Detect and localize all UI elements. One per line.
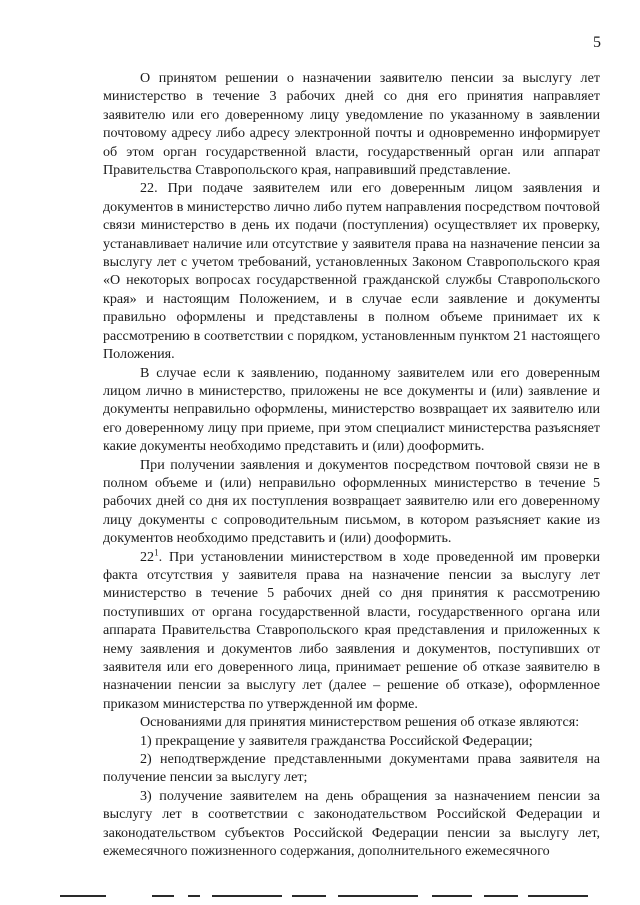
paragraph-grounds-intro: Основаниями для принятия министерством решения об отказе являются: (140, 714, 580, 731)
scan-artifact-bottom (60, 893, 600, 899)
paragraph-22-1 (103, 548, 600, 714)
list-item-2: 2) неподтверждение представленными документами права заявителя на получение пенсии за выслугу лет; (103, 751, 600, 786)
list-item-1: 1) прекращение у заявителя гражданства Российской Федерации; (140, 732, 533, 749)
paragraph-incomplete-in-person: В случае если к заявлению, поданному заявителем или его доверенным лицом лично в министерство, приложены не все документы и (или) заявление и документы неправильно оформлены, министерство возвращает их заявителю или его доверенному лицу при приеме, при этом специалист министерства разъясняет какие документы необходимо представить и (или) дооформить. (103, 364, 600, 455)
paragraph-22-1-text: . При установлении министерством в ходе проведенной им проверки факта отсутствия у заявителя права на назначение пенсии за выслугу лет министерство в течение 5 рабочих дней со дня принятия к рассмотрению поступивших от органа государственной власти, государственного органа или аппарата Правительства Ставропольского края представления и приложенных к нему заявления и документов либо заявления и документов, поступивших от заявителя или его доверенного лица, принимает решение об отказе заявителю в назначении пенсии за выслугу лет (далее – решение об отказе), оформленное приказом министерства по утвержденной им форме. (103, 548, 600, 712)
document-body (103, 69, 600, 860)
paragraph-incomplete-by-mail: При получении заявления и документов посредством почтовой связи не в полном объеме и (или) неправильно оформленных министерство в течение 5 рабочих дней со дня их поступления возвращает заявителю или его доверенному лицу документы с сопроводительным письмом, в котором разъясняет какие из документов необходимо представить и (или) дооформить. (103, 456, 600, 547)
list-item-3: 3) получение заявителем на день обращения за назначением пенсии за выслугу лет в соответствии с законодательством Российской Федерации и законодательством субъектов Российской Федерации пенсии за выслугу лет, ежемесячного пожизненного содержания, дополнительного ежемесячного (103, 787, 600, 860)
page-number: 5 (593, 34, 601, 51)
paragraph-decision-notice: О принятом решении о назначении заявителю пенсии за выслугу лет министерство в течение 3 рабочих дней со дня его принятия направляет заявителю или его доверенному лицу уведомление по указанному в заявлении почтовому адресу либо адресу электронной почты и одновременно информирует об этом орган государственной власти, государственный орган или аппарат Правительства Ставропольского края, направивший представление. (103, 70, 600, 179)
paragraph-number: 22 (140, 548, 155, 565)
paragraph-22: 22. При подаче заявителем или его доверенным лицом заявления и документов в министерство лично либо путем направления посредством почтовой связи министерство в день их подачи (поступления) осуществляет их проверку, устанавливает наличие или отсутствие у заявителя права на назначение пенсии за выслугу лет с учетом требований, установленных Законом Ставропольского края «О некоторых вопросах государственной гражданской службы Ставропольского края» и настоящим Положением, и в случае если заявление и документы правильно оформлены и представлены в полном объеме принимает их к рассмотрению в соответствии с порядком, установленным пунктом 21 настоящего Положения. (103, 180, 600, 363)
paragraph-number-superscript: 1 (154, 546, 159, 557)
